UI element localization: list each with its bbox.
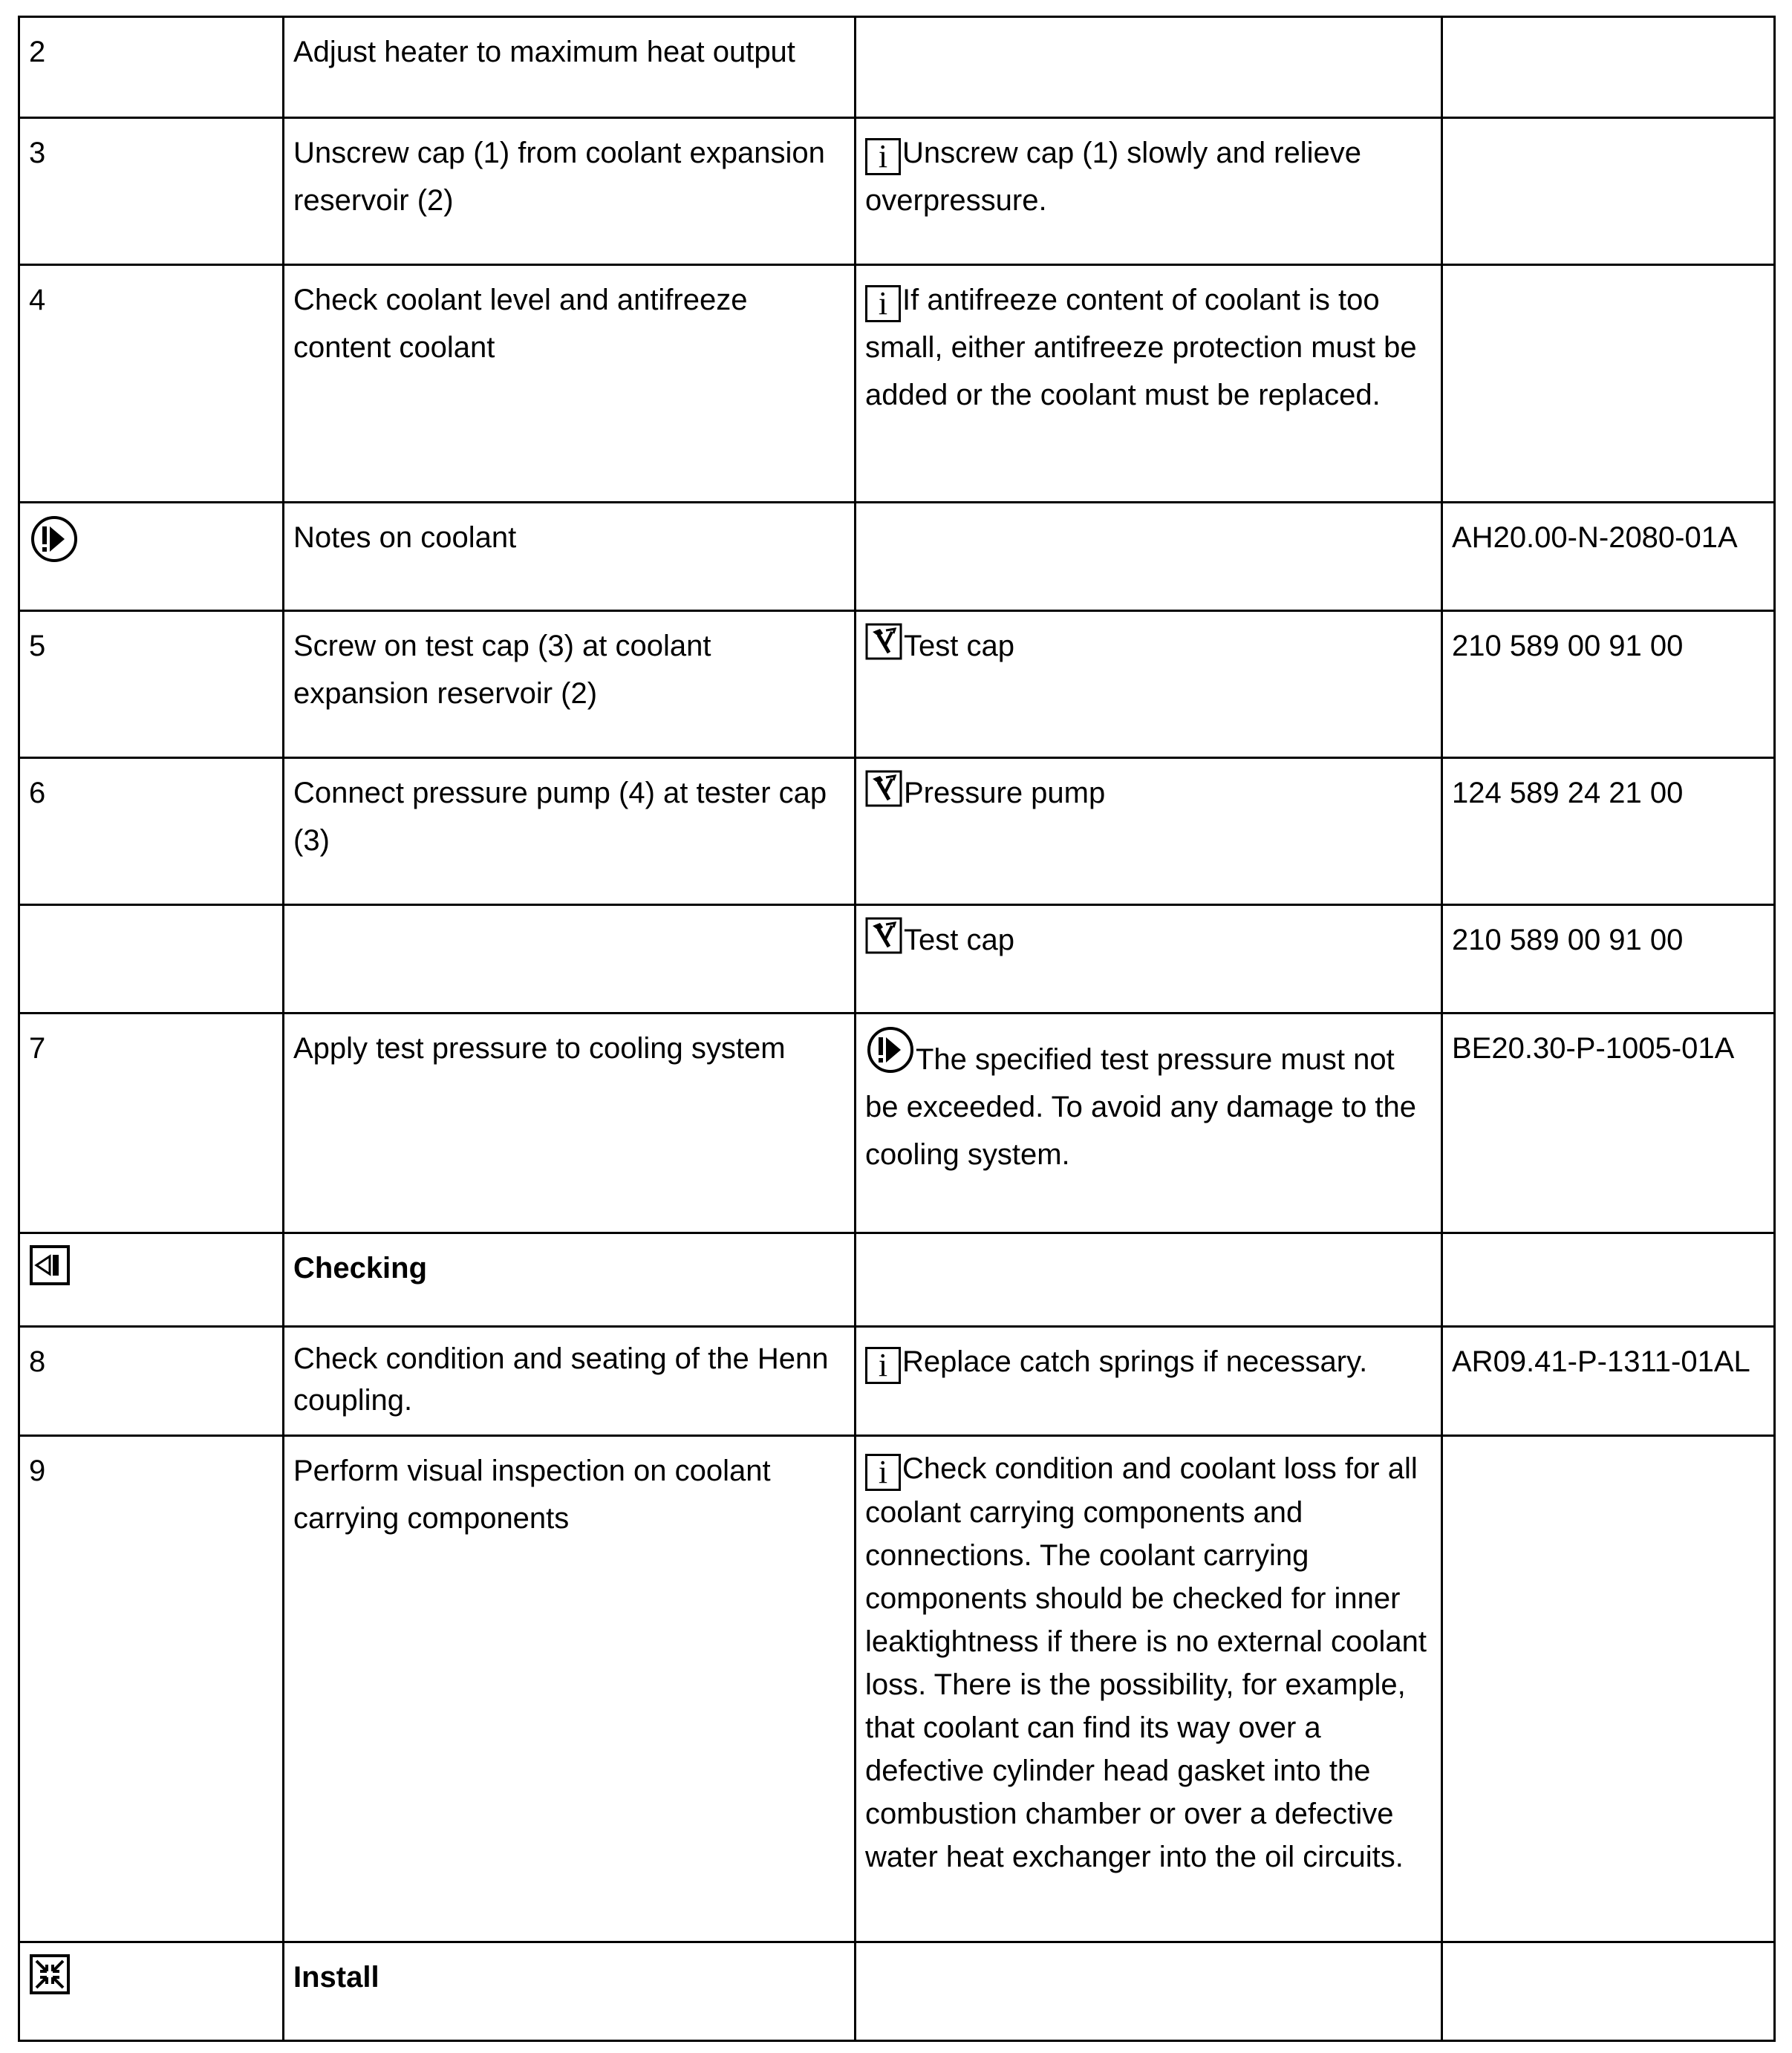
step-action: Check coolant level and antifreeze content coolant (284, 265, 856, 503)
note-text: If antifreeze content of coolant is too small, either antifreeze protection must be added or the coolant must be replaced. (865, 284, 1417, 411)
info-icon: i (865, 285, 901, 322)
step-note (856, 118, 1442, 265)
step-number (19, 905, 284, 1014)
table-row (19, 503, 1775, 611)
note-text: Pressure pump (904, 777, 1106, 809)
step-action: Adjust heater to maximum heat output (284, 17, 856, 118)
step-reference[interactable]: BE20.30-P-1005-01A (1442, 1014, 1775, 1233)
table-row (19, 905, 1775, 1014)
step-reference (1442, 118, 1775, 265)
step-number: 7 (19, 1014, 284, 1233)
step-note (856, 611, 1442, 758)
table-row (19, 265, 1775, 503)
step-number: 6 (19, 758, 284, 905)
tool-icon (865, 770, 902, 807)
step-action: Screw on test cap (3) at coolant expansion reservoir (2) (284, 611, 856, 758)
step-note (856, 265, 1442, 503)
step-icon-cell (19, 1942, 284, 2041)
step-note (856, 1233, 1442, 1327)
step-action (284, 905, 856, 1014)
info-icon: i (865, 138, 901, 175)
step-number: 3 (19, 118, 284, 265)
table-row (19, 1014, 1775, 1233)
step-note (856, 1014, 1442, 1233)
section-heading: Install (284, 1942, 856, 2041)
step-action: Connect pressure pump (4) at tester cap (3) (284, 758, 856, 905)
step-action: Check condition and seating of the Henn coupling. (284, 1327, 856, 1436)
step-reference: 124 589 24 21 00 (1442, 758, 1775, 905)
note-text: Replace catch springs if necessary. (902, 1345, 1368, 1378)
step-reference[interactable]: AR09.41-P-1311-01AL (1442, 1327, 1775, 1436)
section-heading: Checking (284, 1233, 856, 1327)
tool-icon (865, 917, 902, 954)
info-icon: i (865, 1454, 901, 1491)
step-number: 4 (19, 265, 284, 503)
step-reference[interactable]: AH20.00-N-2080-01A (1442, 503, 1775, 611)
notes-icon (865, 1025, 916, 1075)
step-note (856, 503, 1442, 611)
table-row (19, 758, 1775, 905)
step-action: Perform visual inspection on coolant carrying components (284, 1436, 856, 1942)
step-reference (1442, 265, 1775, 503)
step-reference (1442, 1436, 1775, 1942)
note-text: Unscrew cap (1) slowly and relieve overpressure. (865, 137, 1362, 217)
install-icon (29, 1954, 71, 1995)
info-icon: i (865, 1347, 901, 1384)
step-reference: 210 589 00 91 00 (1442, 611, 1775, 758)
note-text: Test cap (904, 924, 1014, 956)
step-number: 5 (19, 611, 284, 758)
step-action: Apply test pressure to cooling system (284, 1014, 856, 1233)
step-note (856, 758, 1442, 905)
step-note (856, 1436, 1442, 1942)
table-row (19, 1942, 1775, 2041)
step-note (856, 1942, 1442, 2041)
notes-icon (29, 514, 79, 564)
step-note (856, 1327, 1442, 1436)
note-text: The specified test pressure must not be exceeded. To avoid any damage to the cooling system. (865, 1043, 1417, 1171)
table-row (19, 1436, 1775, 1942)
table-row (19, 1233, 1775, 1327)
table-row (19, 611, 1775, 758)
step-icon-cell (19, 503, 284, 611)
step-note (856, 905, 1442, 1014)
step-number: 9 (19, 1436, 284, 1942)
note-text: Check condition and coolant loss for all coolant carrying components and connections. The coolant carrying components should be checked for inner leaktightness if there is no external coolant loss. There is the possibility, for example, that coolant can find its way over a defective cylinder head gasket into the combustion chamber or over a defective water heat exchanger into the oil circuits. (865, 1452, 1427, 1873)
tool-icon (865, 623, 902, 660)
step-icon-cell (19, 1233, 284, 1327)
step-action: Notes on coolant (284, 503, 856, 611)
step-number: 8 (19, 1327, 284, 1436)
note-text: Test cap (904, 630, 1014, 662)
table-row (19, 1327, 1775, 1436)
step-reference (1442, 17, 1775, 118)
step-note (856, 17, 1442, 118)
step-reference (1442, 1942, 1775, 2041)
step-action: Unscrew cap (1) from coolant expansion reservoir (2) (284, 118, 856, 265)
table-row (19, 17, 1775, 118)
procedure-table (18, 16, 1776, 2042)
step-reference (1442, 1233, 1775, 1327)
table-row (19, 118, 1775, 265)
step-number: 2 (19, 17, 284, 118)
checking-icon (29, 1244, 71, 1286)
step-reference: 210 589 00 91 00 (1442, 905, 1775, 1014)
